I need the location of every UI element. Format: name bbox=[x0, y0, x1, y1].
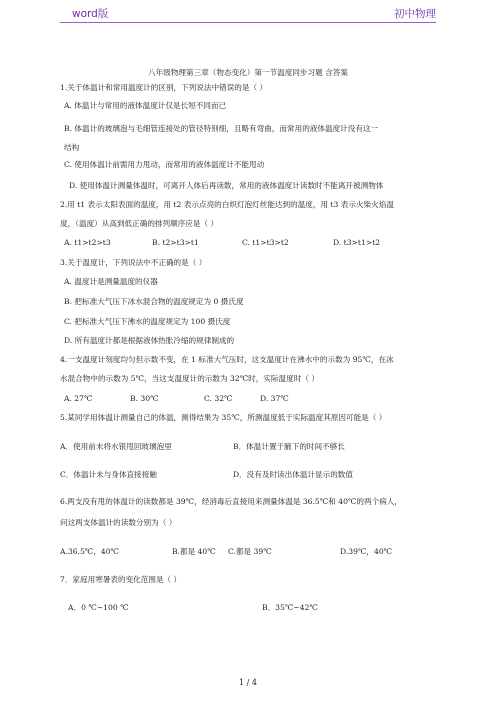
question-2-option-c: C. t1>t3>t2 bbox=[242, 238, 289, 247]
document-title: 八年级物理第三章（物态变化）第一节温度同步习题 含答案 bbox=[148, 68, 348, 77]
question-1-option-d: D. 使用体温计测量体温时，可离开人体后再读数，常用的液体温度计读数时不能离开被测物体 bbox=[69, 181, 384, 190]
question-7-stem: 7．家庭用寒暑表的变化范围是（ ） bbox=[60, 575, 182, 584]
question-4-option-c: C. 32℃ bbox=[204, 394, 233, 403]
question-2-option-a: A. t1>t2>t3 bbox=[64, 238, 111, 247]
question-3-option-a: A. 温度计是测量温度的仪器 bbox=[64, 277, 158, 286]
question-3-option-d: D. 所有温度计都是根据液体热胀冷缩的规律制成的 bbox=[64, 336, 235, 345]
question-2-stem: 2.用 t1 表示太阳表面的温度，用 t2 表示点亮的白炽灯泡灯丝能达到的温度，用 t3 表示火柴火焰温 bbox=[60, 200, 394, 209]
question-6-option-c: C.都是 39℃ bbox=[228, 547, 272, 556]
question-5-option-c: C．体温计未与身体直接接触 bbox=[60, 470, 157, 479]
question-4-option-a: A. 27℃ bbox=[64, 394, 93, 403]
header-doc-type: word版 bbox=[72, 8, 109, 20]
question-2-option-b: B. t2>t3>t1 bbox=[152, 238, 199, 247]
question-3-option-c: C. 把标准大气压下沸水的温度规定为 100 摄氏度 bbox=[64, 317, 231, 326]
question-6-option-d: D.39℃，40℃ bbox=[340, 547, 393, 556]
question-5-option-a: A．使用前未将水银甩回玻璃泡里 bbox=[60, 442, 172, 451]
question-6-option-b: B.都是 40℃ bbox=[172, 547, 216, 556]
question-6-stem: 6.两支没有甩的体温计的读数都是 39℃，经消毒后直接用来测量体温是 36.5℃和 40℃的两个病人， bbox=[60, 497, 402, 506]
question-4-option-b: B. 30℃ bbox=[130, 394, 159, 403]
question-4-stem-cont: 水混合物中的示数为 5℃，当这支温度计的示数为 32℃时，实际温度时（ ） bbox=[60, 374, 319, 383]
question-7-option-b: B．35℃~42℃ bbox=[262, 603, 318, 612]
question-5-option-d: D．没有及时读出体温计显示的数值 bbox=[233, 470, 353, 479]
question-6-stem-cont: 问这两支体温计的读数分别为（ ） bbox=[60, 518, 177, 527]
question-1-option-a: A. 体温计与常用的液体温度计仅是长短不同而已 bbox=[64, 101, 227, 110]
page-number: 1 / 4 bbox=[239, 678, 257, 687]
question-4-stem: 4.一支温度计刻度均匀但示数不变，在 1 标准大气压时，这支温度计在沸水中的示数为 95℃，在冰 bbox=[60, 355, 394, 364]
question-2-option-d: D. t3>t1>t2 bbox=[333, 238, 381, 247]
question-5-option-b: B．体温计置于腋下的时间不够长 bbox=[233, 442, 345, 451]
question-4-option-d: D. 37℃ bbox=[260, 394, 289, 403]
question-1-option-b: B. 体温计的玻璃泡与毛细管连接处的管径特别细，且略有弯曲，而常用的液体温度计没有这一 bbox=[64, 124, 379, 133]
question-2-stem-cont: 度，（温度）从高到低正确的排列顺序应是（ ） bbox=[60, 219, 219, 228]
header-subject: 初中物理 bbox=[394, 8, 436, 20]
question-7-option-a: A．0 ℃~100 ℃ bbox=[68, 603, 129, 612]
question-1-stem: 1.关于体温计和常用温度计的区别，下列说法中错误的是（ ） bbox=[60, 83, 268, 92]
header-divider bbox=[60, 22, 436, 23]
question-5-stem: 5.某同学用体温计测量自己的体温，测得结果为 35℃，所测温度低于实际温度其原因可能是（ ） bbox=[60, 413, 387, 422]
question-6-option-a: A.36.5℃，40℃ bbox=[60, 547, 120, 556]
question-3-option-b: B. 把标准大气压下冰水混合物的温度规定为 0 摄氏度 bbox=[64, 297, 244, 306]
question-1-option-c: C. 使用体温计前需用力甩动，而常用的液体温度计不能甩动 bbox=[64, 160, 265, 169]
question-1-option-b-cont: 结构 bbox=[64, 143, 80, 152]
question-3-stem: 3.关于温度计，下列说法中不正确的是（ ） bbox=[60, 258, 207, 267]
